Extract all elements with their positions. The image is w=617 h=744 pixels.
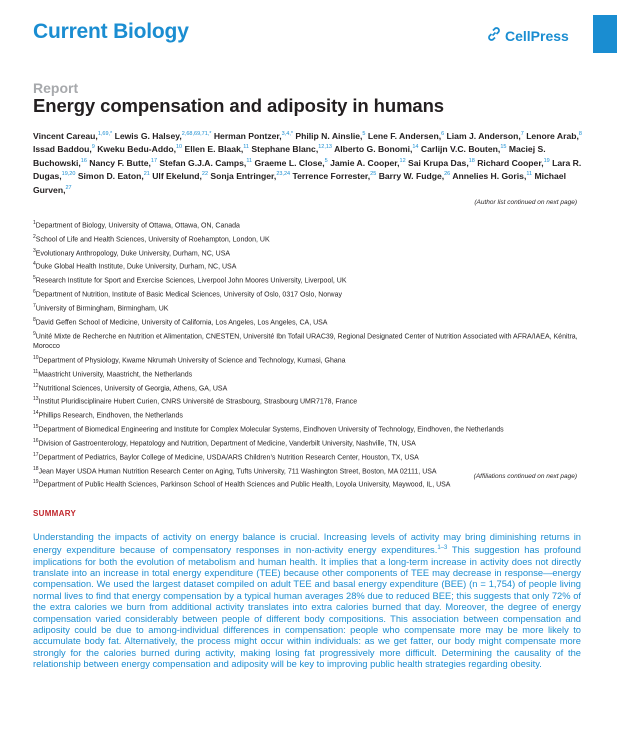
summary-heading: SUMMARY: [33, 509, 77, 518]
affiliation-item: $^{16}$Division of Gastroenterology, Hepatology and Nutrition, Department of Medicine, Vanderbilt University, Nashville, TN, USA: [33, 437, 416, 448]
author-name[interactable]: Michael Gurven,$^{27}$: [33, 171, 566, 195]
affiliation-item: $^9$Unité Mixte de Recherche en Nutrition et Alimentation, CNESTEN, Université Ibn Tofail URAC39, Regional Designated Center of Nutrition Associated with AFRA/IAEA, Kénitra, Morocco: [33, 330, 578, 351]
article-type: Report: [33, 80, 79, 96]
author-name[interactable]: Richard Cooper,$^{19}$: [477, 157, 550, 168]
summary-text: [33, 532, 581, 670]
article-title: Energy compensation and adiposity in humans: [33, 95, 444, 116]
affiliation-item: $^{12}$Nutritional Sciences, University of Georgia, Athens, GA, USA: [33, 382, 228, 392]
affiliation-item: $^{17}$Department of Pediatrics, Baylor College of Medicine, USDA/ARS Children’s Nutrition Research Center, Houston, TX, USA: [33, 451, 419, 462]
author-name[interactable]: Ulf Ekelund,$^{22}$: [152, 171, 209, 182]
author-name[interactable]: Kweku Bedu-Addo,$^{10}$: [97, 144, 183, 155]
author-name[interactable]: Graeme L. Close,$^5$: [254, 157, 328, 168]
cellpress-icon: [486, 26, 502, 45]
affiliation-item: $^4$Duke Global Health Institute, Duke University, Durham, NC, USA: [33, 261, 237, 271]
publisher-name: CellPress: [505, 27, 569, 44]
affiliations-list: [33, 218, 581, 491]
author-name[interactable]: Terrence Forrester,$^{25}$: [292, 171, 377, 182]
author-name[interactable]: Lewis G. Halsey,$^{2,68,69,71,*}$: [114, 130, 212, 141]
author-name[interactable]: Nancy F. Butte,$^{17}$: [89, 157, 158, 168]
author-name[interactable]: Sonja Entringer,$^{23,24}$: [210, 171, 291, 182]
summary-part-1: Understanding the impacts of activity on energy balance is crucial. Increasing levels of activity may bring diminishing returns in energy expenditure because of compensatory responses in non-activity energy expenditures.: [33, 532, 581, 556]
affiliation-item: $^{14}$Phillips Research, Eindhoven, the Netherlands: [33, 410, 183, 420]
author-name[interactable]: Stefan G.J.A. Camps,$^{11}$: [159, 157, 253, 168]
journal-title[interactable]: Current Biology: [33, 20, 189, 43]
author-name[interactable]: Ellen E. Blaak,$^{11}$: [184, 144, 249, 155]
affiliation-item: $^5$Research Institute for Sport and Exercise Sciences, Liverpool John Moores University, Liverpool, UK: [33, 275, 347, 285]
affiliations-continued-note: (Affiliations continued on next page): [473, 473, 577, 480]
affiliation-item: $^2$School of Life and Health Sciences, University of Roehampton, London, UK: [33, 233, 270, 244]
affiliation-item: $^{15}$Department of Biomedical Engineering and Institute for Complex Molecular Systems, Eindhoven University of Technology, Eindhoven, the Netherlands: [33, 424, 504, 434]
author-name[interactable]: Philip N. Ainslie,$^5$: [295, 130, 366, 141]
author-name[interactable]: Lara R. Dugas,$^{19,20}$: [33, 157, 582, 182]
author-name[interactable]: Barry W. Fudge,$^{26}$: [378, 171, 451, 182]
affiliation-item: $^3$Evolutionary Anthropology, Duke University, Durham, NC, USA: [33, 247, 231, 257]
summary-part-2: This suggestion has profound implications for both the evolution of metabolism and human health. It implies that a long-term increase in activity does not directly translate into an increase in total energy expenditure (TEE) because other components of TEE may decrease in response—energy compensation. We used the largest dataset compiled on adult TEE and basal energy expenditure (BEE) (n = 1,754) of people living normal lives to find that energy compensation by a typical human averages 28% due to reduced BEE; this suggests that only 72% of the extra calories we burn from additional activity translates into extra calories burned that day. Moreover, the degree of energy compensation varied considerably between people of different body compositions. This association between compensation and adiposity could be due to among-individual differences in compensation: people who compensate more may be more likely to accumulate body fat. Alternatively, the process might occur within individuals: as we get fatter, our body might compensate more strongly for the calories burned during activity, making losing fat progressively more difficult. Determining the causality of the relationship between energy compensation and adiposity will be key to improving public health strategies regarding obesity.: [33, 545, 581, 669]
author-list-continued-note: (Author list continued on next page): [474, 199, 577, 206]
author-name[interactable]: Jamie A. Cooper,$^{12}$: [330, 157, 406, 168]
author-name[interactable]: Carlijn V.C. Bouten,$^{15}$: [420, 144, 507, 155]
affiliation-item: $^7$University of Birmingham, Birmingham, UK: [33, 302, 169, 313]
affiliation-item: $^{13}$Institut Pluridisciplinaire Hubert Curien, CNRS Université de Strasbourg, Strasbourg UMR7178, France: [33, 396, 358, 406]
publisher-logo[interactable]: [486, 26, 569, 45]
author-name[interactable]: Lene F. Andersen,$^6$: [367, 130, 445, 141]
author-name[interactable]: Issad Baddou,$^9$: [33, 144, 95, 155]
author-list: [33, 129, 593, 196]
author-name[interactable]: Stephane Blanc,$^{12,13}$: [251, 144, 332, 155]
author-name[interactable]: Lenore Arab,$^8$: [526, 130, 582, 141]
affiliation-item: $^{11}$Maastricht University, Maastricht, the Netherlands: [33, 368, 193, 379]
author-name[interactable]: Herman Pontzer,$^{3,4,*}$: [213, 130, 293, 141]
author-name[interactable]: Alberto G. Bonomi,$^{14}$: [334, 144, 419, 155]
author-name[interactable]: Maciej S. Buchowski,$^{16}$: [33, 144, 546, 168]
affiliation-item: $^6$Department of Nutrition, Institute of Basic Medical Sciences, University of Oslo, 0317 Oslo, Norway: [33, 289, 342, 299]
author-name[interactable]: Sai Krupa Das,$^{18}$: [408, 157, 475, 168]
affiliation-item: $^1$Department of Biology, University of Ottawa, Ottawa, ON, Canada: [33, 220, 240, 230]
author-name[interactable]: Vincent Careau,$^{1,69,*}$: [33, 130, 113, 141]
author-name[interactable]: Annelies H. Goris,$^{11}$: [452, 171, 533, 182]
affiliation-item: $^{18}$Jean Mayer USDA Human Nutrition Research Center on Aging, Tufts University, 711 Washington Street, Boston, MA 02111, USA: [33, 465, 437, 475]
summary-reference[interactable]: 1–3: [437, 545, 448, 552]
header-color-tab: [593, 15, 617, 53]
affiliation-item: $^{10}$Department of Physiology, Kwame Nkrumah University of Science and Technology, Kumasi, Ghana: [33, 354, 346, 365]
affiliation-item: $^{19}$Department of Public Health Sciences, Parkinson School of Health Sciences and Public Health, Loyola University, Maywood, IL, USA: [33, 479, 451, 489]
author-name[interactable]: Simon D. Eaton,$^{21}$: [77, 171, 150, 182]
affiliation-item: $^8$David Geffen School of Medicine, University of California, Los Angeles, Los Angeles, CA, USA: [33, 316, 328, 327]
author-name[interactable]: Liam J. Anderson,$^7$: [446, 130, 524, 141]
